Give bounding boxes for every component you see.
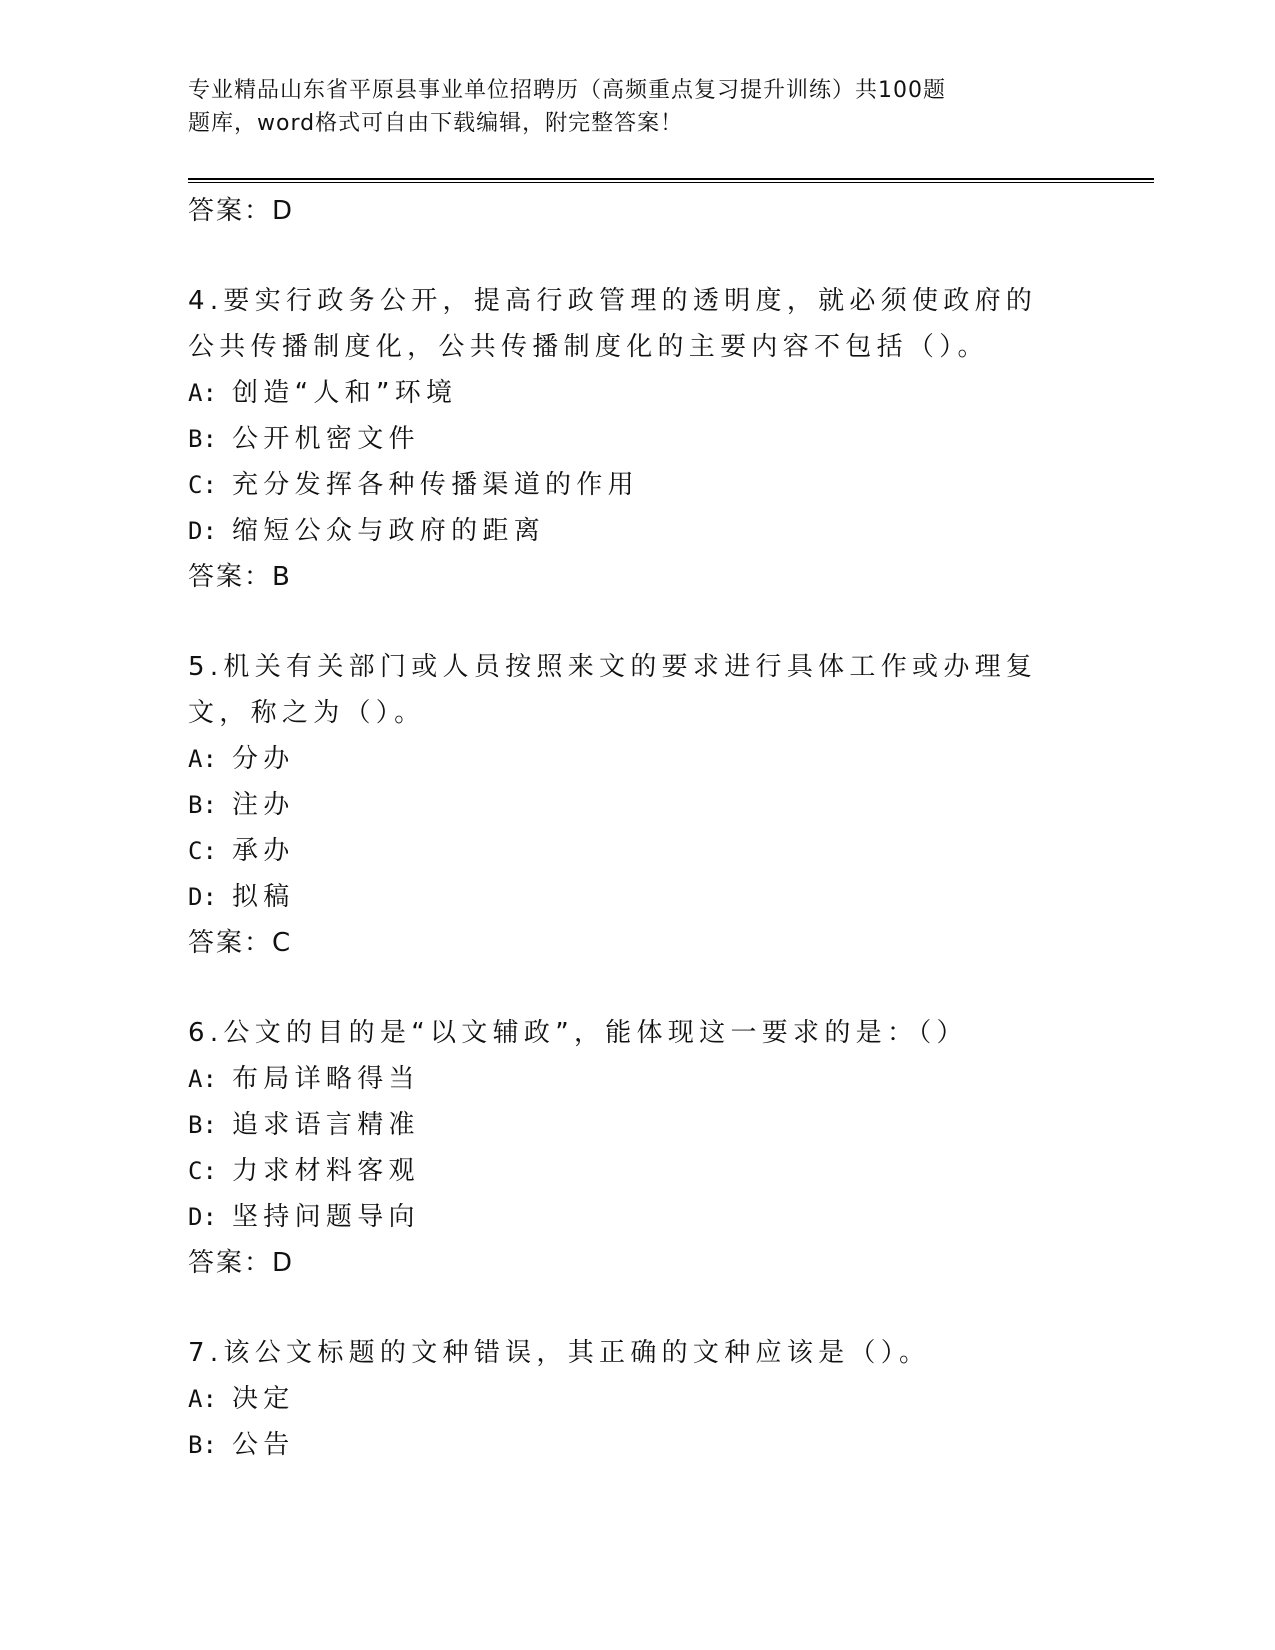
question-5 [188,644,1088,966]
answer-value: B [272,562,291,592]
option-text: 分办 [232,744,295,774]
question-number: 4. [188,286,224,316]
answer-line [188,188,1088,234]
option-text: 公开机密文件 [232,424,420,454]
option-b [188,782,1088,828]
option-key: D: [188,517,217,545]
option-b [188,416,1088,462]
answer-label: 答案： [188,196,273,226]
option-a [188,1376,1088,1422]
header-divider [188,178,1154,183]
option-key: C: [188,837,217,865]
question-body: 要实行政务公开，提高行政管理的透明度，就必须使政府的公共传播制度化，公共传播制度化的主要内容不包括（）。 [188,286,1038,362]
question-body: 机关有关部门或人员按照来文的要求进行具体工作或办理复文，称之为（）。 [188,652,1038,728]
document-header [188,74,1028,140]
option-key: B: [188,1111,217,1139]
question-6 [188,1010,1088,1286]
option-text: 充分发挥各种传播渠道的作用 [232,470,639,500]
option-key: D: [188,883,217,911]
question-number: 7. [188,1338,224,1368]
option-text: 拟稿 [232,882,295,912]
question-text [188,644,1068,736]
question-text [188,278,1068,370]
question-body: 该公文标题的文种错误，其正确的文种应该是（）。 [223,1338,931,1368]
question-text [188,1330,1068,1376]
answer-value: D [272,1248,294,1278]
answer-line [188,554,1088,600]
option-d [188,1194,1088,1240]
option-text: 力求材料客观 [232,1156,420,1186]
option-key: C: [188,471,217,499]
question-4 [188,278,1088,600]
answer-line [188,1240,1088,1286]
header-line-2: 题库，word格式可自由下载编辑，附完整答案！ [188,111,684,136]
option-text: 缩短公众与政府的距离 [232,516,546,546]
option-text: 布局详略得当 [232,1064,420,1094]
option-text: 坚持问题导向 [232,1202,420,1232]
question-body: 公文的目的是“以文辅政”，能体现这一要求的是：（） [223,1018,968,1048]
option-c [188,828,1088,874]
answer-label: 答案： [188,928,273,958]
option-text: 追求语言精准 [232,1110,420,1140]
option-key: B: [188,791,217,819]
option-text: 公告 [232,1430,295,1460]
option-key: A: [188,1385,217,1413]
option-c [188,1148,1088,1194]
option-b [188,1102,1088,1148]
question-7 [188,1330,1088,1468]
answer-value: C [272,928,292,958]
header-line-1: 专业精品山东省平原县事业单位招聘历（高频重点复习提升训练）共100题 [188,78,946,103]
option-key: A: [188,379,217,407]
option-text: 创造“人和”环境 [232,378,458,408]
option-text: 注办 [232,790,295,820]
question-number: 6. [188,1018,224,1048]
option-key: A: [188,745,217,773]
option-d [188,874,1088,920]
option-d [188,508,1088,554]
option-c [188,462,1088,508]
answer-value: D [272,196,294,226]
question-number: 5. [188,652,224,682]
document-body [188,188,1088,1468]
answer-line [188,920,1088,966]
question-text [188,1010,1068,1056]
option-b [188,1422,1088,1468]
option-a [188,736,1088,782]
answer-label: 答案： [188,1248,273,1278]
option-key: B: [188,1431,217,1459]
option-text: 承办 [232,836,295,866]
answer-label: 答案： [188,562,273,592]
option-key: D: [188,1203,217,1231]
option-a [188,1056,1088,1102]
option-key: A: [188,1065,217,1093]
option-key: B: [188,425,217,453]
option-text: 决定 [232,1384,295,1414]
option-key: C: [188,1157,217,1185]
option-a [188,370,1088,416]
